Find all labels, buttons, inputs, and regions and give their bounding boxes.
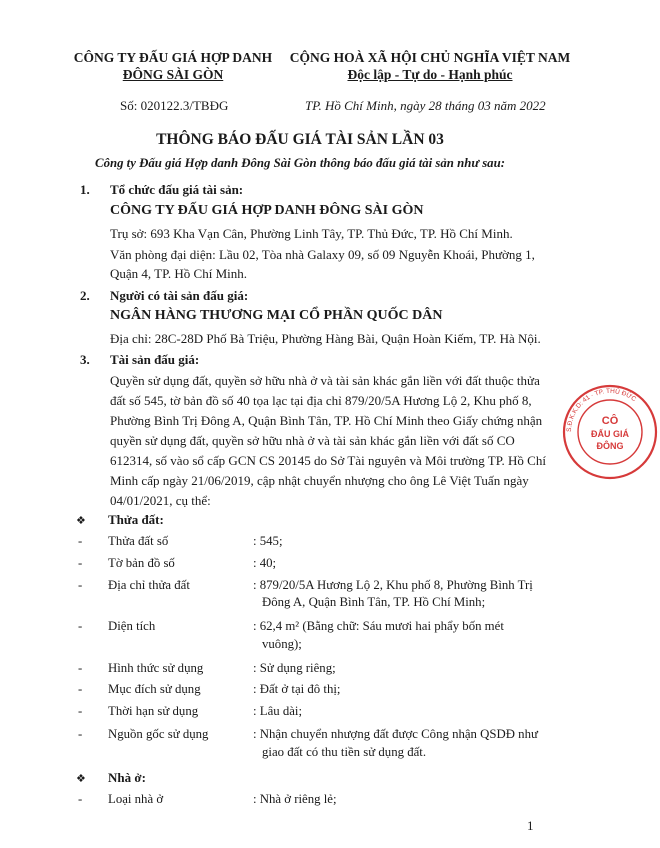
auction-org-office-line2: Quận 4, TP. Hồ Chí Minh. [110,266,247,281]
company-seal-stamp [560,382,660,482]
asset-description-line: đất số 545, tờ bản đồ số 40 tọa lạc tại địa chỉ 879/20/5A Hương Lộ 2, Khu phố 8, [110,393,532,408]
land-row-value: : 40; [253,556,277,570]
land-row-label: Địa chỉ thửa đất [108,578,190,592]
land-row-label: Mục đích sử dụng [108,682,201,696]
stamp-ring-text: S.Đ.K.K.D: 41 · TP. THỦ ĐỨC [565,387,638,433]
land-row-value: : 545; [253,534,283,548]
land-row-value-cont: Đông A, Quận Bình Tân, TP. Hồ Chí Minh; [262,595,486,609]
asset-description-line: Minh cấp ngày 21/06/2019, cập nhật chuyển nhượng cho ông Lê Việt Tuấn ngày [110,473,529,488]
land-row-value: : Sử dụng riêng; [253,661,336,675]
asset-description-line: Phường Bình Trị Đông A, Quận Bình Tân, TP. Hồ Chí Minh theo Giấy chứng nhận [110,413,543,428]
section-2-number: 2. [80,288,90,303]
land-row-value-cont: vuông); [262,637,302,651]
land-heading: Thửa đất: [108,512,164,527]
house-row-value: : Nhà ở riêng lẻ; [253,792,337,806]
document-title: THÔNG BÁO ĐẤU GIÁ TÀI SẢN LẦN 03 [156,131,444,148]
asset-description-line: 04/01/2021, cụ thể: [110,493,211,508]
row-dash: - [78,727,83,741]
auction-org-address: Trụ sở: 693 Kha Vạn Cân, Phường Linh Tây, TP. Thủ Đức, TP. Hồ Chí Minh. [110,226,513,241]
land-row-value-cont: giao đất có thu tiền sử dụng đất. [262,745,427,759]
land-row-label: Hình thức sử dụng [108,661,204,675]
national-motto: Độc lập - Tự do - Hạnh phúc [347,67,513,82]
place-and-date: TP. Hồ Chí Minh, ngày 28 tháng 03 năm 2022 [305,98,546,113]
stamp-center-line1: CÔ [601,415,619,427]
land-row-label: Tờ bản đồ số [108,556,175,570]
section-1-number: 1. [80,182,90,197]
land-row-value: : Đất ở tại đô thị; [253,682,341,696]
section-1-heading: Tổ chức đấu giá tài sản: [110,182,244,197]
auction-org-office-line1: Văn phòng đại diện: Lầu 02, Tòa nhà Galaxy 09, số 09 Nguyễn Khoái, Phường 1, [110,247,535,262]
asset-description-line: 612314, số vào sổ cấp GCN CS 20145 do Sở Tài nguyên và Môi trường TP. Hồ Chí [110,453,546,468]
house-heading: Nhà ở: [108,770,146,785]
land-row-value: : 879/20/5A Hương Lộ 2, Khu phố 8, Phường Bình Trị [253,578,533,592]
document-number: Số: 020122.3/TBĐG [120,98,229,113]
asset-owner-address: Địa chỉ: 28C-28D Phố Bà Triệu, Phường Hàng Bài, Quận Hoàn Kiếm, TP. Hà Nội. [110,331,541,346]
row-dash: - [78,661,83,675]
row-dash: - [78,704,83,718]
company-name-line1: CÔNG TY ĐẤU GIÁ HỢP DANH [73,50,273,65]
row-dash: - [78,792,83,806]
national-title: CỘNG HOÀ XÃ HỘI CHỦ NGHĨA VIỆT NAM [289,50,571,65]
section-3-number: 3. [80,352,90,367]
row-dash: - [78,578,83,592]
section-3-heading: Tài sản đấu giá: [110,352,200,367]
land-row-label: Thời hạn sử dụng [108,704,199,718]
land-bullet-icon: ❖ [76,515,86,527]
row-dash: - [78,682,83,696]
auction-org-name: CÔNG TY ĐẤU GIÁ HỢP DANH ĐÔNG SÀI GÒN [110,203,424,218]
asset-description-line: quyền sử dụng đất, quyền sở hữu nhà ở và tài sản khác gắn liền với đất số CO [110,433,515,448]
row-dash: - [78,556,83,570]
company-name-line2: ĐÔNG SÀI GÒN [122,67,224,82]
row-dash: - [78,534,83,548]
land-row-label: Diện tích [108,619,156,633]
stamp-center-line3: ĐÔNG [596,441,624,451]
section-2-heading: Người có tài sản đấu giá: [110,288,249,303]
land-row-value: : 62,4 m² (Bằng chữ: Sáu mươi hai phẩy bốn mét [253,619,504,633]
land-row-label: Thửa đất số [108,534,169,548]
land-row-label: Nguồn gốc sử dụng [108,727,209,741]
house-row-label: Loại nhà ở [108,792,164,806]
land-row-value: : Lâu dài; [253,704,303,718]
intro-line: Công ty Đấu giá Hợp danh Đông Sài Gòn thông báo đấu giá tài sản như sau: [95,156,505,170]
asset-owner-name: NGÂN HÀNG THƯƠNG MẠI CỔ PHẦN QUỐC DÂN [110,308,443,323]
land-row-value: : Nhận chuyển nhượng đất được Công nhận QSDĐ như [253,727,538,741]
asset-description-line: Quyền sử dụng đất, quyền sở hữu nhà ở và tài sản khác gắn liền với đất thuộc thửa [110,373,540,388]
row-dash: - [78,619,83,633]
house-bullet-icon: ❖ [76,773,86,785]
stamp-center-line2: ĐẤU GIÁ [591,429,629,439]
page-number: 1 [527,818,534,833]
